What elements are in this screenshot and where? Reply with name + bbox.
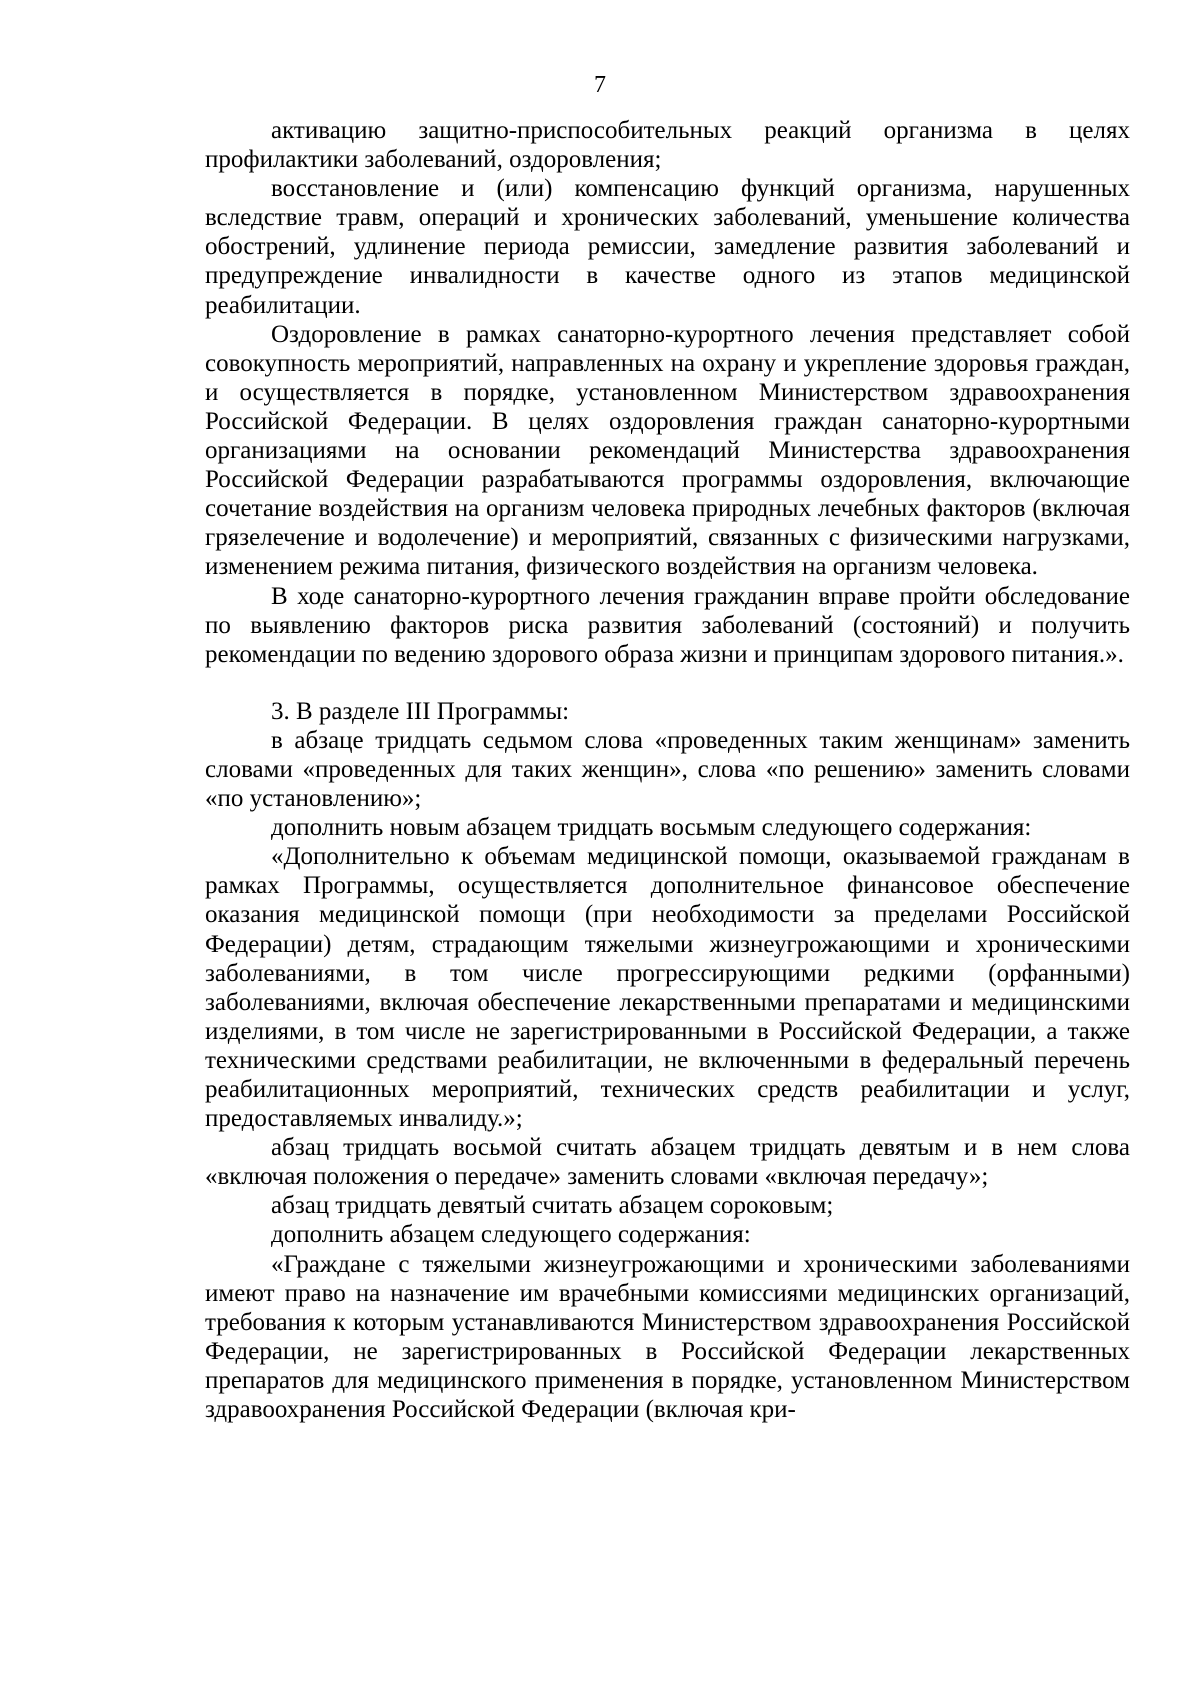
paragraph: абзац тридцать восьмой считать абзацем тридцать девятым и в нем слова «включая положения о передаче» заменить словами «включая передачу»; bbox=[205, 1134, 1130, 1191]
page-number: 7 bbox=[594, 72, 606, 98]
section-heading: 3. В разделе III Программы: bbox=[271, 697, 570, 725]
paragraph: в абзаце тридцать седьмом слова «проведенных таким женщинам» заменить словами «проведенных для таких женщин», слова «по решению» заменить словами «по установлению»; bbox=[205, 726, 1130, 813]
paragraph: восстановление и (или) компенсацию функций организма, нарушенных вследствие травм, операций и хронических заболеваний, уменьшение количества обострений, удлинение периода ремиссии, замедление развития заболеваний и предупреждение инвалидности в качестве одного из этапов медицинской реабилитации. bbox=[205, 175, 1130, 319]
paragraph: дополнить новым абзацем тридцать восьмым следующего содержания: bbox=[271, 814, 1032, 842]
paragraph: дополнить абзацем следующего содержания: bbox=[271, 1221, 751, 1249]
paragraph: «Дополнительно к объемам медицинской помощи, оказываемой гражданам в рамках Программы, осуществляется дополнительное финансовое обеспечение оказания медицинской помощи (при необходимости за пределами Российской Федерации) детям, страдающим тяжелыми жизнеугрожающими и хроническими заболеваниями, в том числе прогрессирующими редкими (орфанными) заболеваниями, включая обеспечение лекарственными препаратами и медицинскими изделиями, в том числе не зарегистрированными в Российской Федерации, а также техническими средствами реабилитации, не включенными в федеральный перечень реабилитационных мероприятий, технических средств реабилитации и услуг, предоставляемых инвалиду.»; bbox=[205, 843, 1130, 1133]
paragraph: активацию защитно-приспособительных реакций организма в целях профилактики заболеваний, оздоровления; bbox=[205, 117, 1130, 174]
paragraph: «Граждане с тяжелыми жизнеугрожающими и хроническими заболеваниями имеют право на назначение им врачебными комиссиями медицинских организаций, требования к которым устанавливаются Министерством здравоохранения Российской Федерации, не зарегистрированных в Российской Федерации лекарственных препаратов для медицинского применения в порядке, установленном Министерством здравоохранения Российской Федерации (включая кри- bbox=[205, 1250, 1130, 1424]
paragraph: В ходе санаторно-курортного лечения гражданин вправе пройти обследование по выявлению факторов риска развития заболеваний (состояний) и получить рекомендации по ведению здорового образа жизни и принципам здорового питания.». bbox=[205, 582, 1130, 668]
paragraph: абзац тридцать девятый считать абзацем сороковым; bbox=[271, 1192, 834, 1220]
document-body bbox=[205, 116, 1130, 1424]
paragraph: Оздоровление в рамках санаторно-курортного лечения представляет собой совокупность мероприятий, направленных на охрану и укрепление здоровья граждан, и осуществляется в порядке, установленном Министерством здравоохранения Российской Федерации. В целях оздоровления граждан санаторно-курортными организациями на основании рекомендаций Министерства здравоохранения Российской Федерации разрабатываются программы оздоровления, включающие сочетание воздействия на организм человека природных лечебных факторов (включая грязелечение и водолечение) и мероприятий, связанных с физическими нагрузками, изменением режима питания, физического воздействия на организм человека. bbox=[205, 320, 1130, 581]
